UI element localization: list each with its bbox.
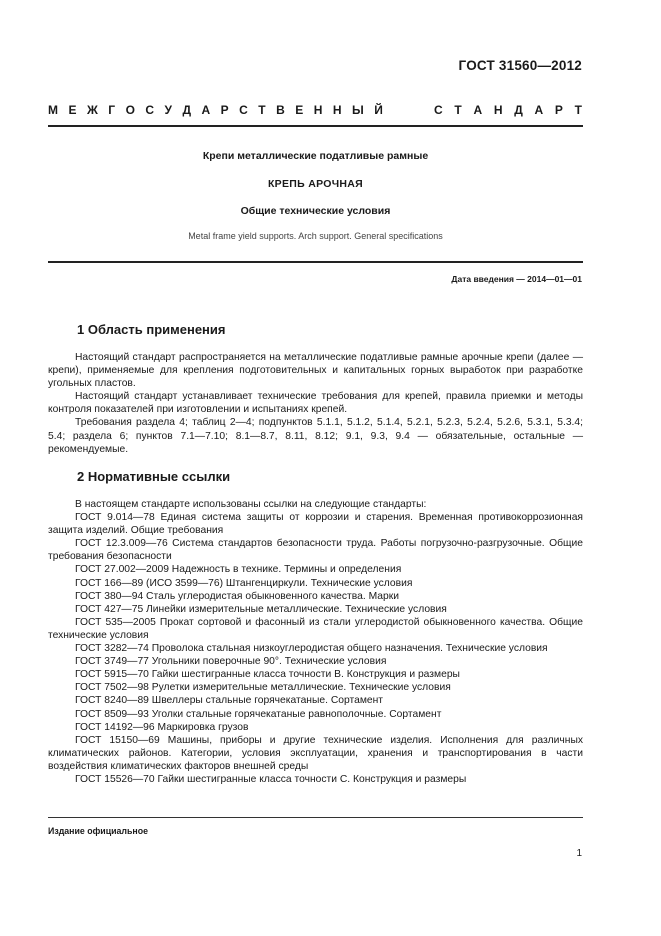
paragraph: Требования раздела 4; таблиц 2—4; подпунктов 5.1.1, 5.1.2, 5.1.4, 5.2.1, 5.2.3, 5.2.4, 5.2.6, 5.3.1, 5.3.4; 5.4; раздела 6; пунктов 7.1—7.10; 8.1—8.7, 8.11, 8.12; 9.1, 9.3, 9.4 — обязательные, остальные — рекомендуемые. [48,417,583,455]
paragraph: Настоящий стандарт устанавливает технические требования для крепей, правила приемки и методы контроля показателей при изготовлении и испытаниях крепей. [48,391,583,416]
letter: Е [68,103,77,117]
paragraph: Настоящий стандарт распространяется на металлические податливые рамные арочные крепи (далее — крепи), применяемые для крепления подготовительных и капитальных горных выработок при разработке угольных пластов. [48,352,583,390]
letter: А [473,103,483,117]
letter: У [164,103,172,117]
letter: Р [220,103,229,117]
letter: Т [454,103,462,117]
interstate-word [48,103,383,117]
english-title: Metal frame yield supports. Arch support. General specifications [188,231,443,241]
gost-code: ГОСТ 31560—2012 [458,58,582,73]
letter: Т [258,103,266,117]
reference-item: ГОСТ 3749—77 Угольники поверочные 90°. Технические условия [75,656,387,668]
letter: С [239,103,248,117]
reference-item: ГОСТ 27.002—2009 Надежность в технике. Термины и определения [75,564,402,576]
letter: С [145,103,155,117]
official-edition-label: Издание официальное [48,826,148,836]
letter: Ж [86,103,98,117]
reference-item: ГОСТ 7502—98 Рулетки измерительные металлические. Технические условия [75,682,451,694]
reference-item: ГОСТ 15526—70 Гайки шестигранные класса точности С. Конструкция и размеры [75,773,467,785]
reference-item: ГОСТ 166—89 (ИСО 3599—76) Штангенциркули. Технические условия [75,577,413,589]
reference-item: ГОСТ 3282—74 Проволока стальная низкоуглеродистая общего назначения. Технические условия [75,643,548,655]
reference-item: ГОСТ 12.3.009—76 Система стандартов безопасности труда. Работы погрузочно-разгрузочные. Общие требования безопасности [48,538,583,563]
introduction-date: Дата введения — 2014—01—01 [451,274,582,284]
page-number: 1 [576,848,582,859]
reference-item: ГОСТ 8509—93 Уголки стальные горячекатаные равнополочные. Сортамент [75,708,442,720]
reference-item: ГОСТ 535—2005 Прокат сортовой и фасонный из стали углеродистой обыкновенного качества. Общие технические условия [48,616,583,641]
reference-item: ГОСТ 15150—69 Машины, приборы и другие технические изделия. Исполнения для различных климатических районов. Категории, условия эксплуатации, хранения и транспортирования в части воздействия климатических факторов внешней среды [48,734,583,772]
letter: Д [514,103,523,117]
letter: С [434,103,443,117]
header-divider [48,125,583,127]
standard-word [434,103,582,117]
letter: Г [108,103,116,117]
letter: Р [554,103,563,117]
reference-item: ГОСТ 8240—89 Швеллеры стальные горячекатаные. Сортамент [75,695,384,707]
reference-item: ГОСТ 5915—70 Гайки шестигранные класса точности В. Конструкция и размеры [75,669,460,681]
letter: Д [182,103,192,117]
section-heading-references: 2 Нормативные ссылки [77,469,231,484]
reference-item: ГОСТ 380—94 Сталь углеродистая обыкновенного качества. Марки [75,590,399,602]
reference-item: ГОСТ 9.014—78 Единая система защиты от коррозии и старения. Временная противокоррозионная защита изделий. Общие требования [48,512,583,537]
reference-item: ГОСТ 427—75 Линейки измерительные металлические. Технические условия [75,603,447,615]
letter: Й [374,103,383,117]
letter: Т [574,103,582,117]
letter: В [276,103,285,117]
letter: Н [493,103,503,117]
letter: Н [332,103,342,117]
reference-item: ГОСТ 14192—96 Маркировка грузов [75,721,249,733]
title-divider [48,261,583,263]
references-intro: В настоящем стандарте использованы ссылки на следующие стандарты: [75,499,427,510]
letter: Н [313,103,323,117]
references-list [48,498,583,786]
scope-text [48,351,583,456]
letter: М [48,103,58,117]
section-heading-scope: 1 Область применения [77,322,226,337]
letter: А [201,103,211,117]
letter: Е [295,103,304,117]
document-subtitle: КРЕПЬ АРОЧНАЯ [267,178,364,190]
letter: О [125,103,135,117]
interstate-standard-heading [48,103,582,117]
footer-divider [48,817,583,818]
document-subtitle-conditions: Общие технические условия [240,205,391,217]
letter: Ы [351,103,364,117]
document-title: Крепи металлические податливые рамные [202,150,429,162]
letter: А [534,103,544,117]
